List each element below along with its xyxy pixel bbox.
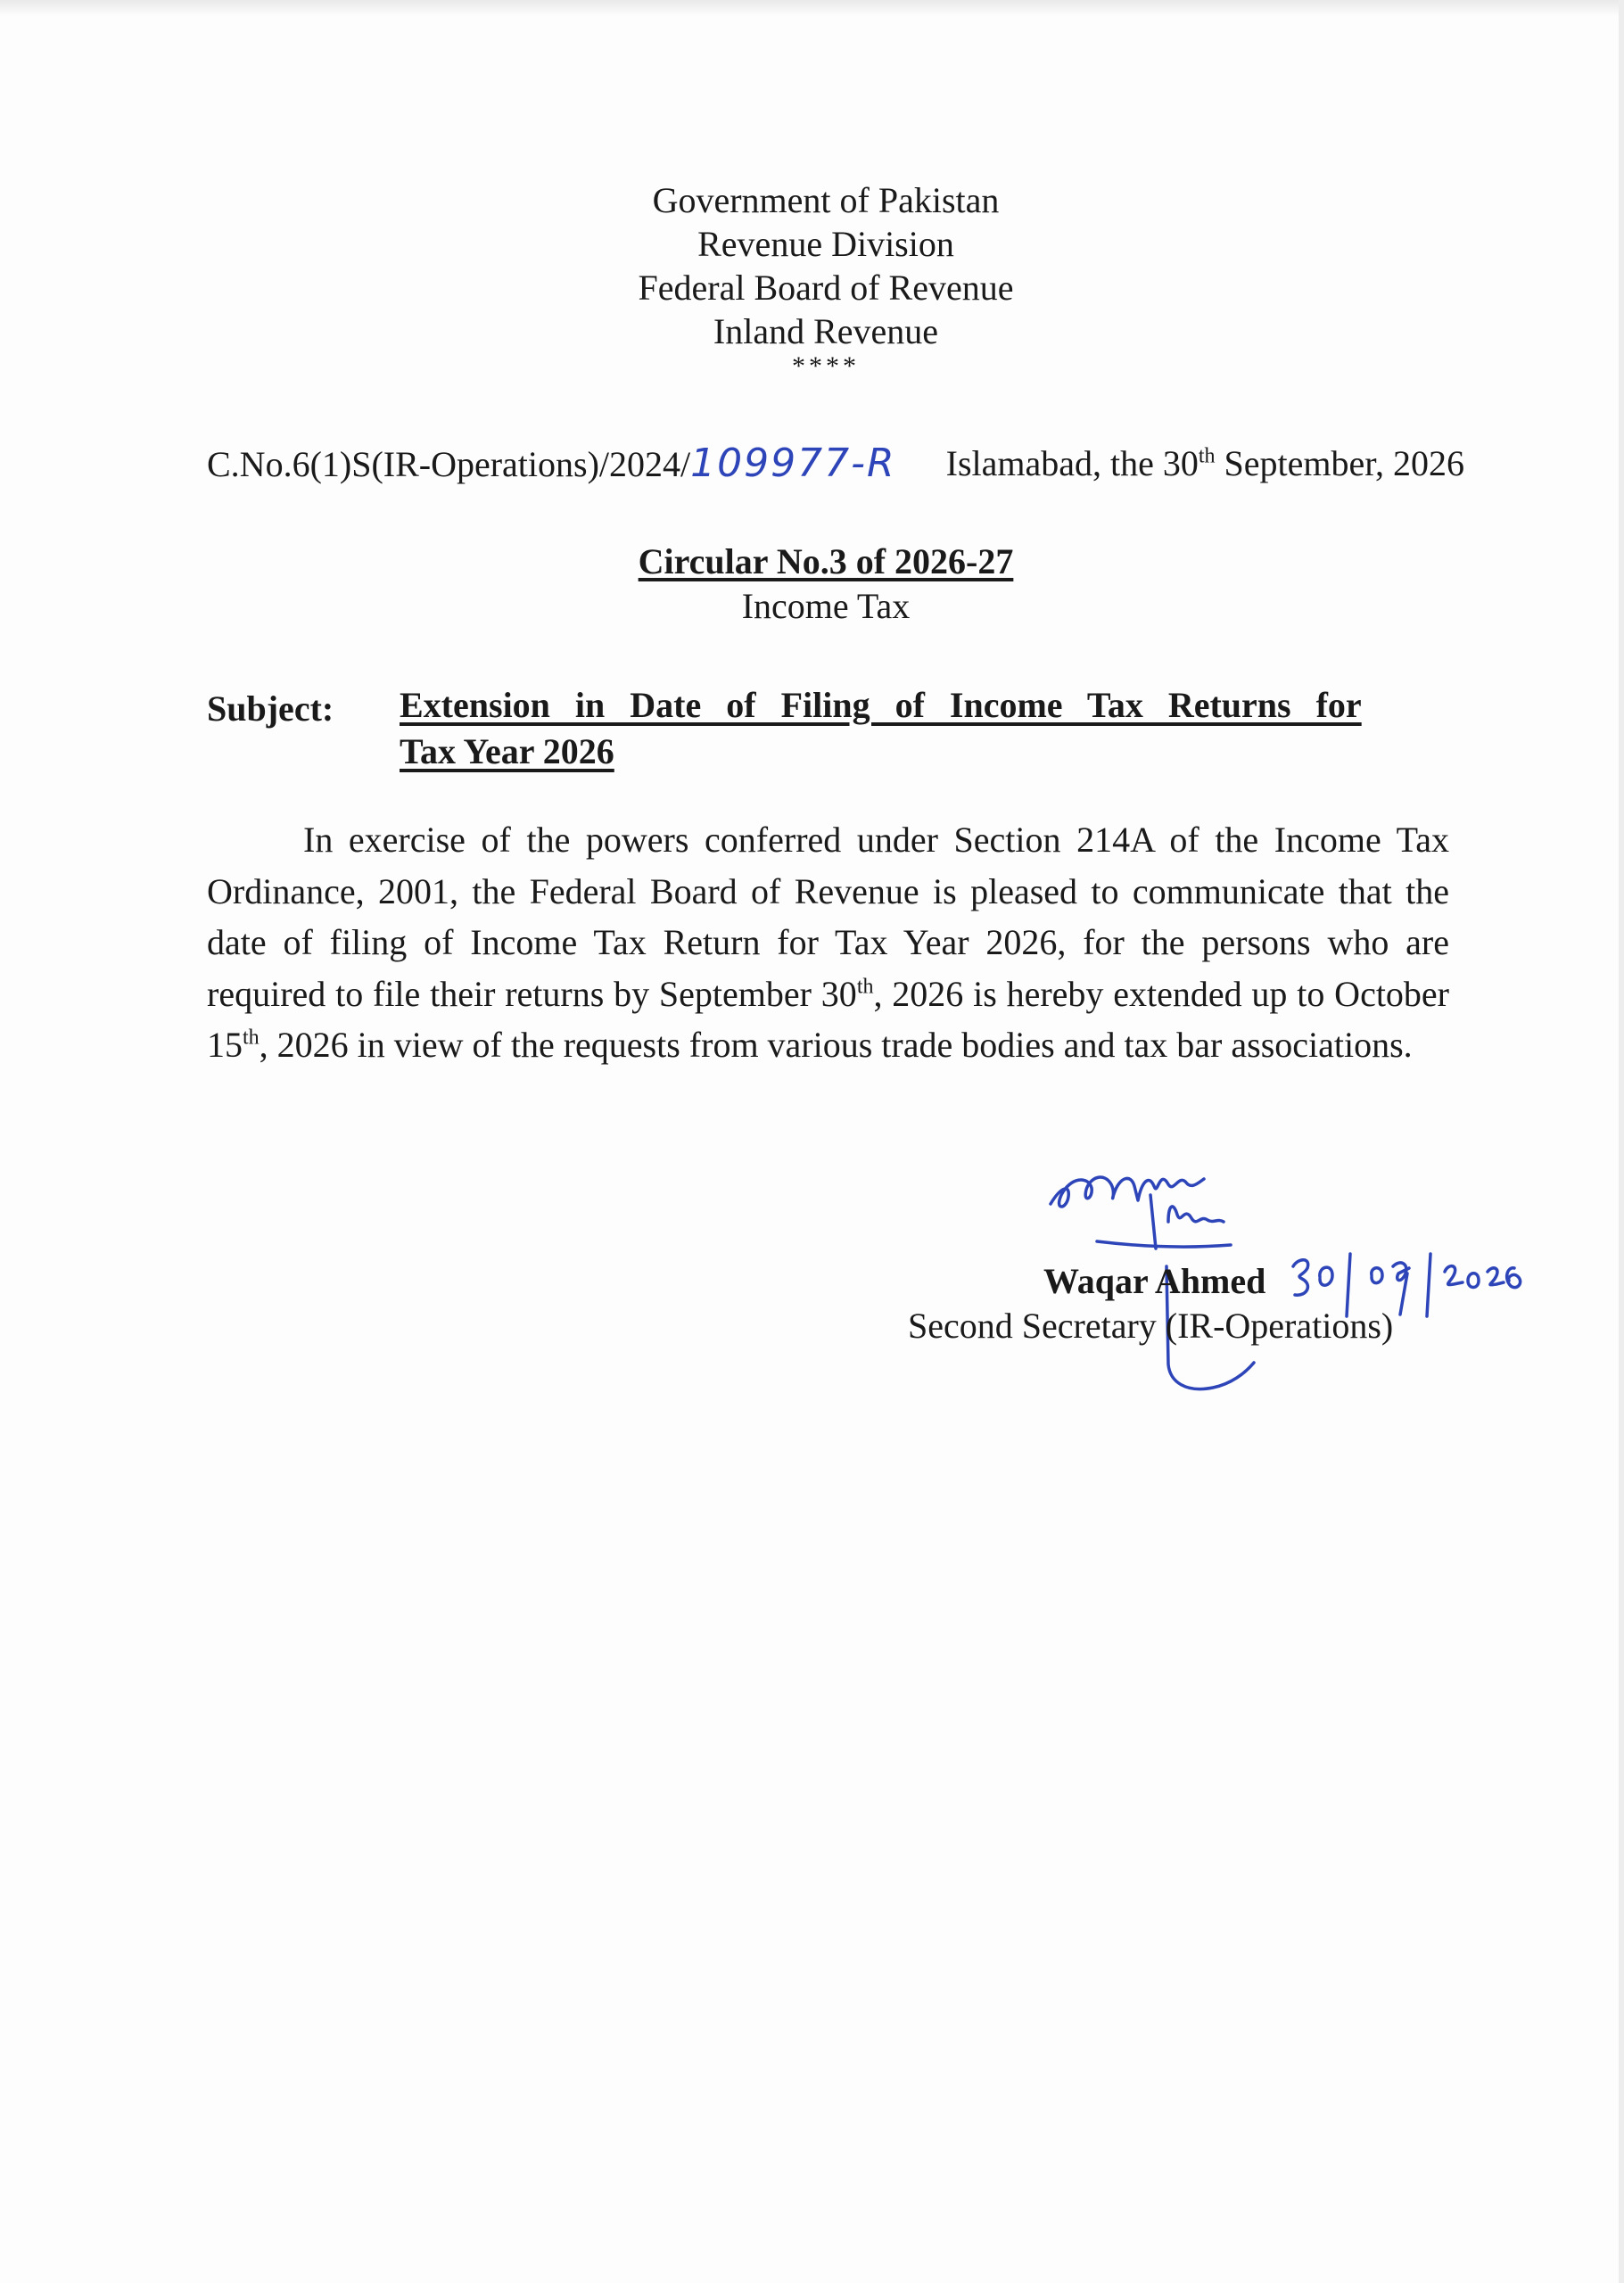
reference-line	[207, 441, 1464, 487]
subject-text	[400, 682, 1448, 775]
body-paragraph: In exercise of the powers conferred under Section 214A of the Income Tax Ordinance, 2001, the Federal Board of Revenue is pleased to communicate that the date of filing of Income Tax Return for Tax Year 2026, for the persons who are required to file their returns by September 30th, 2026 is hereby extended up to October 15th, 2026 in view of the requests from various trade bodies and tax bar associations.	[207, 820, 1450, 1065]
place-and-date: Islamabad, the 30th September, 2026	[945, 443, 1464, 483]
signatory-designation: Second Secretary (IR-Operations)	[908, 1306, 1394, 1346]
circular-title: Circular No.3 of 2026-27	[638, 541, 1014, 581]
header-board: Federal Board of Revenue	[638, 268, 1014, 308]
reference-number: C.No.6(1)S(IR-Operations)/2024/	[207, 444, 691, 484]
letterhead	[0, 178, 1624, 380]
scan-edge-top	[0, 0, 1624, 16]
header-government: Government of Pakistan	[652, 180, 1000, 220]
signatory-name: Waqar Ahmed	[1043, 1261, 1266, 1301]
header-wing: Inland Revenue	[713, 311, 939, 351]
handwritten-reference-number: 109977-R	[690, 441, 896, 486]
circular-heading	[0, 540, 1624, 629]
subject-label: Subject:	[207, 688, 334, 729]
circular-subtitle: Income Tax	[741, 586, 911, 626]
header-division: Revenue Division	[697, 224, 954, 264]
subject-line-2: Tax Year 2026	[400, 731, 614, 771]
header-separator: ****	[792, 351, 860, 381]
subject-line-1: Extension in Date of Filing of Income Tax Returns for	[400, 685, 1362, 725]
